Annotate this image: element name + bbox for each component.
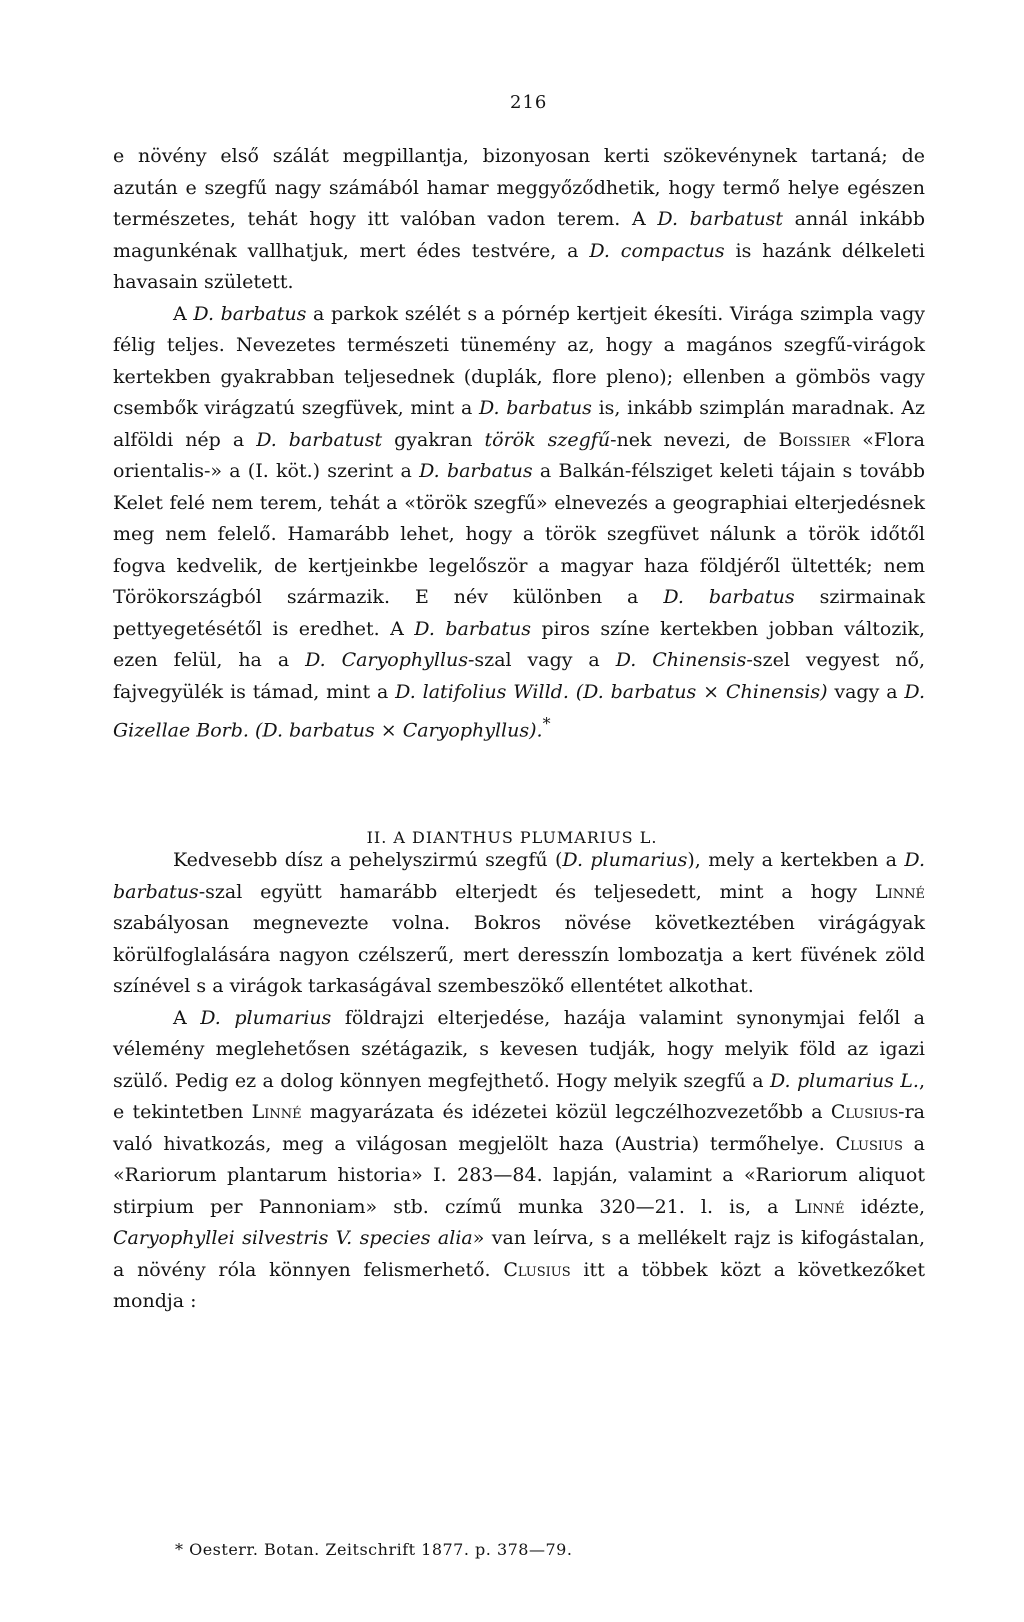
paragraph: A D. barbatus a parkok szélét s a pórnép kertjeit ékesíti. Virága szimpla vagy félig teljes. Nevezetes természeti tünemény az, hogy a magános szegfű-virágok kertekben gyakrabban teljesednek (duplák, flore pleno); ellenben a gömbös vagy csembők virágzatú szegfüvek, mint a D. barbatus is, inkább szimplán maradnak. Az alföldi nép a D. barbatust gyakran török szegfű-nek nevezi, de Boissier «Flora orientalis-» a (I. köt.) szerint a D. barbatus a Balkán-félsziget keleti tájain s tovább Kelet felé nem terem, tehát a «török szegfű» elnevezés a geographiai elterjedésnek meg nem felelő. Hamarább lehet, hogy a török szegfüvet nálunk a török időtől fogva kedvelik, de kertjeinkbe legelőször a magyar haza földjéről ültették; nem Törökországból származik. E név különben a D. barbatus szirmainak pettyegetésétől is eredhet. A D. barbatus piros színe kertekben jobban változik, ezen felül, ha a D. Caryophyllus-szal vagy a D. Chinensis-szel vegyest nő, fajvegyülék is támad, mint a D. latifolius Willd. (D. barbatus × Chinensis) vagy a D. Gizellae Borb. (D. barbatus × Caryophyllus).*: [113, 302, 926, 742]
page-number: 216: [510, 92, 548, 113]
paragraph: e növény első szálát megpillantja, bizonyosan kerti szökevénynek tartaná; de azután e szegfű nagy számából hamar meggyőződhetik, hogy termő helye egészen természetes, tehát hogy itt valóban vadon terem. A D. barbatust annál inkább magunkénak vallhatjuk, mert édes testvére, a D. compactus is hazánk délkeleti havasain született.: [113, 145, 925, 293]
section-2-text: [113, 845, 925, 1318]
footnote: * Oesterr. Botan. Zeitschrift 1877. p. 378—79.: [175, 1540, 573, 1559]
section-1-text: [113, 141, 925, 747]
section-heading: II. A DIANTHUS PLUMARIUS L.: [366, 828, 658, 847]
footnote-marker: *: [542, 714, 551, 733]
paragraph: Kedvesebb dísz a pehelyszirmú szegfű (D. plumarius), mely a kertekben a D. barbatus-szal együtt hamarább elterjedt és teljesedett, mint a hogy Linné szabályosan megnevezte volna. Bokros növése következtében virágágyak körülfoglalására nagyon czélszerű, mert deresszín lombozatja a kert füvének zöld színével s a virágok tarkaságával szembeszökő ellentétet alkothat.: [113, 849, 925, 997]
paragraph: A D. plumarius földrajzi elterjedése, hazája valamint synonymjai felől a vélemény meglehetősen szétágazik, s kevesen tudják, hogy melyik föld az igazi szülő. Pedig ez a dolog könnyen megfejthető. Hogy melyik szegfű a D. plumarius L., e tekintetben Linné magyarázata és idézetei közül legczélhozvezetőbb a Clusius-ra való hivatkozás, meg a világosan megjelölt haza (Austria) termőhelye. Clusius a «Rariorum plantarum historia» I. 283—84. lapján, valamint a «Rariorum aliquot stirpium per Pannoniam» stb. czímű munka 320—21. l. is, a Linné idézte, Caryophyllei silvestris V. species alia» van leírva, s a mellékelt rajz is kifogástalan, a növény róla könnyen felismerhető. Clusius itt a többek közt a következőket mondja :: [113, 1006, 926, 1312]
